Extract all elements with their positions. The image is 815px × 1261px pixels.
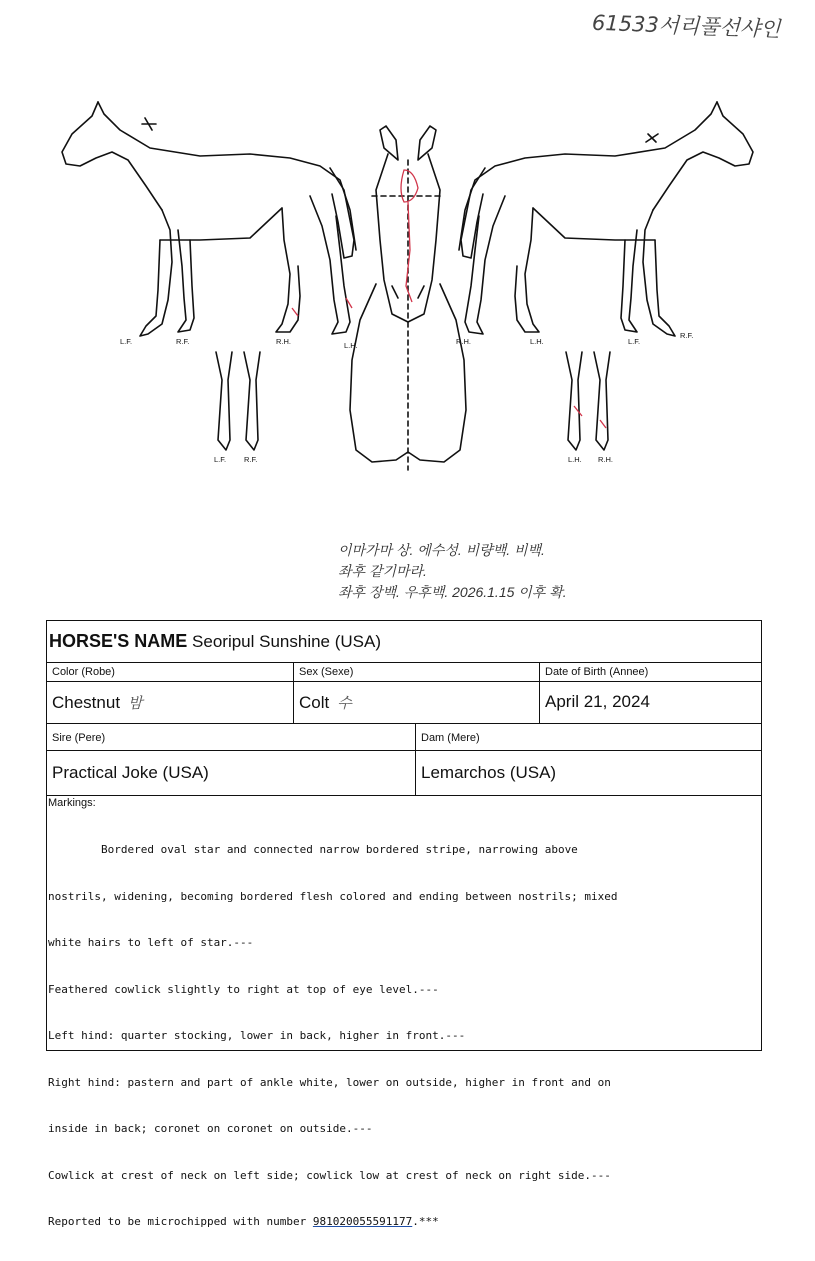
markings-line: inside in back; coronet on coronet on outside.--- [48, 1122, 373, 1135]
color-label: Color (Robe) [52, 666, 115, 678]
markings-line: Cowlick at crest of neck on left side; cowlick low at crest of neck on right side.--- [48, 1168, 611, 1182]
name-row [47, 621, 761, 663]
handwritten-notes [338, 540, 567, 603]
label-lf-front: L.F. [214, 455, 227, 464]
sex-value: Colt [299, 693, 330, 712]
dam-value: Lemarchos (USA) [421, 763, 557, 782]
labels-row-1 [47, 663, 761, 682]
label-lh-left: L.H. [344, 341, 358, 350]
front-head-outline [350, 126, 466, 470]
labels-row-2 [47, 724, 761, 751]
name-value: Seoripul Sunshine (USA) [192, 632, 382, 651]
sex-handwritten-note: 수 [337, 694, 352, 712]
sire-label: Sire (Pere) [52, 732, 106, 744]
label-rh-right: R.H. [456, 337, 471, 346]
label-rf-front: R.F. [244, 455, 258, 464]
values-row-1 [47, 682, 761, 724]
markings-text [48, 811, 748, 1261]
sex-label: Sex (Sexe) [299, 666, 354, 678]
label-rf-right: R.F. [680, 331, 694, 340]
sire-value: Practical Joke (USA) [52, 763, 209, 782]
hind-legs-outline [566, 352, 610, 450]
horse-identification-form [46, 620, 762, 1228]
name-label: HORSE'S NAME [49, 631, 188, 651]
left-side-horse-outline [62, 102, 356, 336]
microchip-number: 981020055591177 [312, 1215, 413, 1228]
handwritten-note-line: 좌후 같기마라. [338, 563, 427, 579]
markings-line: Bordered oval star and connected narrow bordered stripe, narrowing above [48, 843, 578, 856]
label-lh-hind: L.H. [568, 455, 582, 464]
label-rh-hind: R.H. [598, 455, 613, 464]
dam-label: Dam (Mere) [421, 732, 480, 744]
markings-line: Left hind: quarter stocking, lower in back, higher in front.--- [48, 1029, 466, 1042]
right-side-horse-outline [459, 102, 753, 336]
horse-markings-diagram [0, 90, 815, 480]
markings-line: nostrils, widening, becoming bordered flesh colored and ending between nostrils; mixed [48, 889, 618, 903]
microchip-prefix: Reported to be microchipped with number [48, 1215, 313, 1228]
handwritten-note-line: 이마가마 상. 에수성. 비량백. 비백. [338, 542, 545, 558]
label-lf-right: L.F. [628, 337, 641, 346]
markings-line: white hairs to left of star.--- [48, 936, 254, 949]
values-row-2 [47, 751, 761, 796]
markings-line: Right hind: pastern and part of ankle white, lower on outside, higher in front and on [48, 1075, 611, 1089]
label-rf-left: R.F. [176, 337, 190, 346]
label-lf-left: L.F. [120, 337, 133, 346]
label-rh-left: R.H. [276, 337, 291, 346]
color-value: Chestnut [52, 693, 121, 712]
marking-annotations [292, 170, 606, 428]
dob-value: April 21, 2024 [545, 692, 650, 711]
dob-label: Date of Birth (Annee) [545, 666, 649, 678]
label-lh-right: L.H. [530, 337, 544, 346]
microchip-suffix: .*** [412, 1215, 439, 1228]
handwritten-id-note: 61533서리풀선샤인 [591, 10, 781, 42]
front-legs-outline [216, 352, 260, 450]
markings-label: Markings: [48, 797, 96, 809]
markings-line: Feathered cowlick slightly to right at top of eye level.--- [48, 982, 439, 996]
microchip-line [48, 1214, 748, 1230]
color-handwritten-note: 밤 [128, 694, 143, 712]
handwritten-note-line: 좌후 장백. 우후백. 2026.1.15 이후 확. [338, 584, 567, 600]
